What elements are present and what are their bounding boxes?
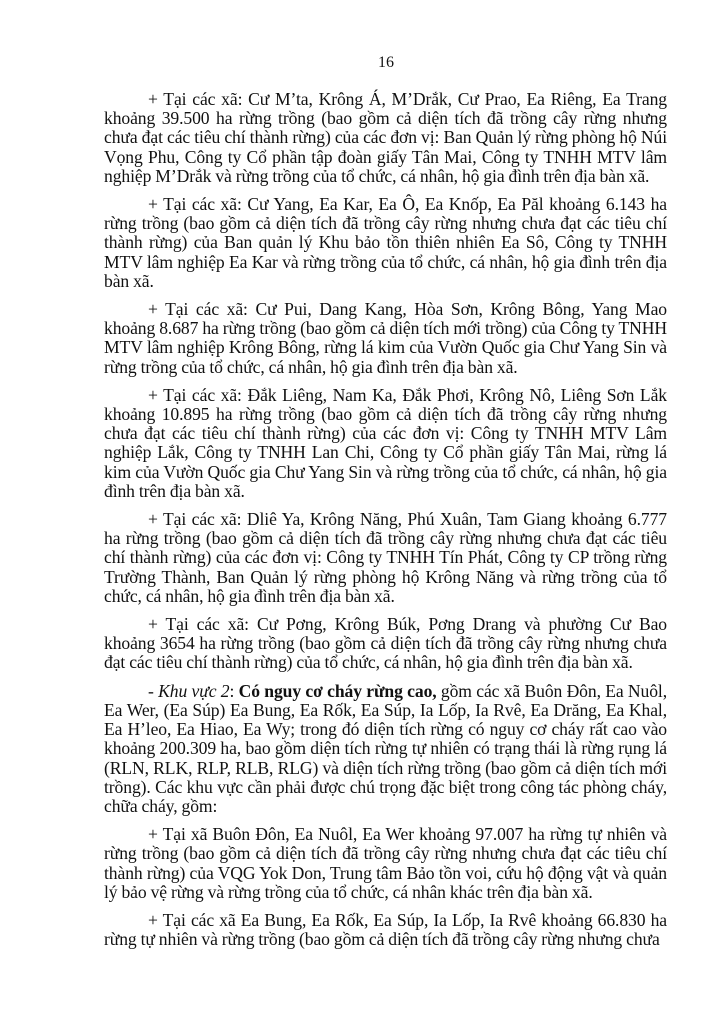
page-number: 16 xyxy=(378,54,394,71)
area-2-label: Khu vực 2 xyxy=(158,680,230,701)
paragraph-area-1-item-5: + Tại các xã: Dliê Ya, Krông Năng, Phú Xuân, Tam Giang khoảng 6.777 ha rừng trồng (bao gồm cả diện tích đã trồng cây rừng nhưng chưa đạt các tiêu chí thành rừng) của các đơn vị: Công ty TNHH Tín Phát, Công ty CP trồng rừng Trường Thành, Ban Quản lý rừng phòng hộ Krông Năng và rừng trồng của tổ chức, cá nhân, hộ gia đình trên địa bàn xã. xyxy=(104,509,667,606)
area-2-description: gồm các xã Buôn Đôn, Ea Nuôl, Ea Wer, (Ea Súp) Ea Bung, Ea Rốk, Ea Súp, Ia Lốp, Ia Rvê, Ea Drăng, Ea Khal, Ea H’leo, Ea Hiao, Ea Wy; trong đó diện tích rừng có nguy cơ cháy rất cao vào khoảng 200.309 ha, bao gồm diện tích rừng tự nhiên có trạng thái là rừng rụng lá (RLN, RLK, RLP, RLB, RLG) và diện tích rừng trồng (bao gồm cả diện tích mới trồng). Các khu vực cần phải được chú trọng đặc biệt trong công tác phòng cháy, chữa cháy, gồm: xyxy=(104,680,668,816)
paragraph-area-1-item-4: + Tại các xã: Đắk Liêng, Nam Ka, Đắk Phơi, Krông Nô, Liêng Sơn Lắk khoảng 10.895 ha rừng trồng (bao gồm cả diện tích đã trồng cây rừng nhưng chưa đạt các tiêu chí thành rừng) của các đơn vị: Công ty TNHH MTV Lâm nghiệp Lắk, Công ty TNHH Lan Chi, Công ty Cổ phần giấy Tân Mai, rừng lá kim của Vườn Quốc gia Chư Yang Sin và rừng trồng của tổ chức, cá nhân, hộ gia đình trên địa bàn xã. xyxy=(104,384,667,501)
paragraph-area-1-item-6: + Tại các xã: Cư Pơng, Krông Búk, Pơng Drang và phường Cư Bao khoảng 3654 ha rừng trồng (bao gồm cả diện tích đã trồng cây rừng nhưng chưa đạt các tiêu chí thành rừng) của tổ chức, cá nhân, hộ gia đình trên địa bàn xã. xyxy=(104,614,667,673)
area-2-risk-level: Có nguy cơ cháy rừng cao, xyxy=(238,680,437,701)
area-2-lead: - xyxy=(148,680,159,701)
paragraph-area-1-item-1: + Tại các xã: Cư M’ta, Krông Á, M’Drắk, Cư Prao, Ea Riêng, Ea Trang khoảng 39.500 ha rừng trồng (bao gồm cả diện tích đã trồng cây rừng nhưng chưa đạt các tiêu chí thành rừng) của các đơn vị: Ban Quản lý rừng phòng hộ Núi Vọng Phu, Công ty Cổ phần tập đoàn giấy Tân Mai, Công ty TNHH MTV lâm nghiệp M’Drắk và rừng trồng của tổ chức, cá nhân, hộ gia đình trên địa bàn xã. xyxy=(104,89,667,186)
document-body xyxy=(104,90,667,958)
area-2-colon: : xyxy=(229,680,239,701)
paragraph-area-1-item-3: + Tại các xã: Cư Pui, Dang Kang, Hòa Sơn, Krông Bông, Yang Mao khoảng 8.687 ha rừng trồng (bao gồm cả diện tích mới trồng) của Công ty TNHH MTV lâm nghiệp Krông Bông, rừng lá kim của Vườn Quốc gia Chư Yang Sin và rừng trồng của tổ chức, cá nhân, hộ gia đình trên địa bàn xã. xyxy=(104,299,667,377)
paragraph-area-2-heading xyxy=(104,682,667,816)
paragraph-area-2-item-2: + Tại các xã Ea Bung, Ea Rốk, Ea Súp, Ia Lốp, Ia Rvê khoảng 66.830 ha rừng tự nhiên và rừng trồng (bao gồm cả diện tích đã trồng cây rừng nhưng chưa xyxy=(104,909,667,950)
paragraph-area-2-item-1: + Tại xã Buôn Đôn, Ea Nuôl, Ea Wer khoảng 97.007 ha rừng tự nhiên và rừng trồng (bao gồm cả diện tích đã trồng cây rừng nhưng chưa đạt các tiêu chí thành rừng) của VQG Yok Don, Trung tâm Bảo tồn voi, cứu hộ động vật và quản lý bảo vệ rừng và rừng trồng của tổ chức, cá nhân khác trên địa bàn xã. xyxy=(104,824,667,902)
paragraph-area-1-item-2: + Tại các xã: Cư Yang, Ea Kar, Ea Ô, Ea Knốp, Ea Păl khoảng 6.143 ha rừng trồng (bao gồm cả diện tích đã trồng cây rừng nhưng chưa đạt các tiêu chí thành rừng) của Ban quản lý Khu bảo tồn thiên nhiên Ea Sô, Công ty TNHH MTV lâm nghiệp Ea Kar và rừng trồng của tổ chức, cá nhân, hộ gia đình trên địa bàn xã. xyxy=(104,194,667,291)
